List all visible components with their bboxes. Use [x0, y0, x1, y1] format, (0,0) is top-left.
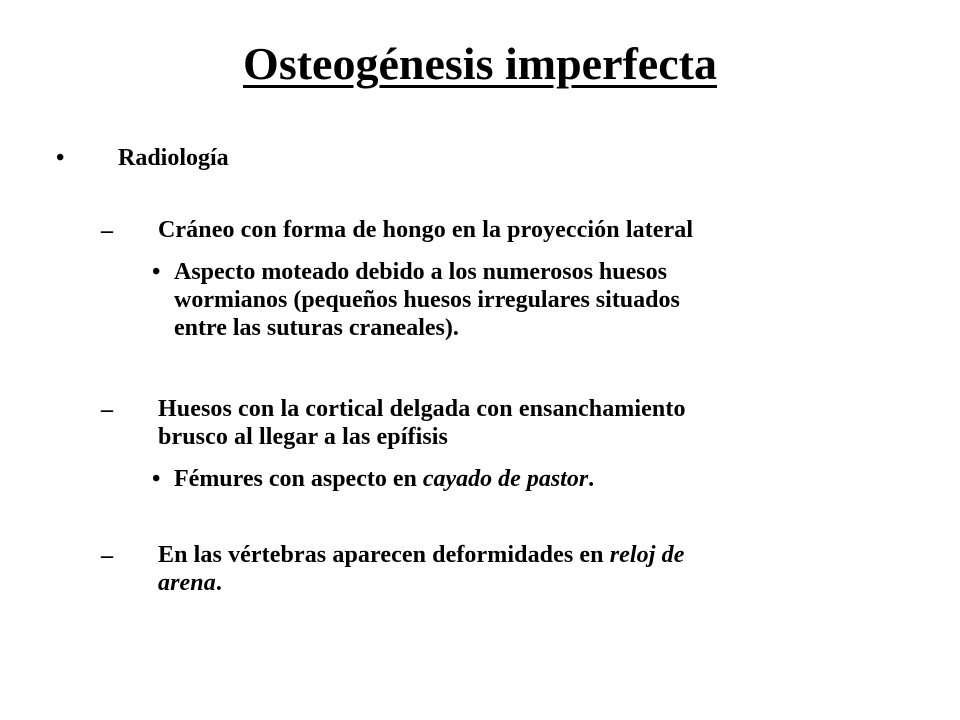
list-item-italic: reloj de — [609, 542, 685, 568]
list-item-suffix: . — [215, 570, 222, 596]
bullet-icon: • — [56, 145, 65, 171]
list-item-text — [158, 541, 878, 597]
list-item-text — [158, 395, 878, 451]
bullet-icon: • — [152, 466, 161, 492]
list-item-line — [158, 569, 878, 597]
sub-item-suffix: . — [588, 466, 595, 492]
dash-icon: – — [101, 543, 113, 569]
dash-icon: – — [101, 397, 113, 423]
sub-item-line: entre las suturas craneales). — [174, 315, 459, 341]
sub-item-line: Aspecto moteado debido a los numerosos huesos — [174, 259, 667, 285]
list-item-italic: arena — [158, 570, 216, 596]
slide-title — [0, 36, 960, 92]
sub-item-italic: cayado de pastor — [422, 466, 589, 492]
list-item-line: Huesos con la cortical delgada con ensanchamiento — [158, 396, 686, 422]
list-item-text: Cráneo con forma de hongo en la proyección lateral — [158, 217, 694, 243]
dash-icon: – — [101, 218, 113, 244]
list-item-prefix: En las vértebras aparecen deformidades en — [158, 542, 610, 568]
list-item-line: brusco al llegar a las epífisis — [158, 424, 448, 450]
slide-title-text: Osteogénesis imperfecta — [243, 38, 717, 89]
section-label: Radiología — [118, 145, 229, 171]
sub-item-text — [174, 465, 894, 493]
sub-item-prefix: Fémures con aspecto en — [174, 466, 423, 492]
sub-item-text — [174, 258, 894, 342]
list-item-line — [158, 541, 878, 569]
bullet-icon: • — [152, 259, 161, 285]
sub-item-line: wormianos (pequeños huesos irregulares situados — [174, 287, 680, 313]
